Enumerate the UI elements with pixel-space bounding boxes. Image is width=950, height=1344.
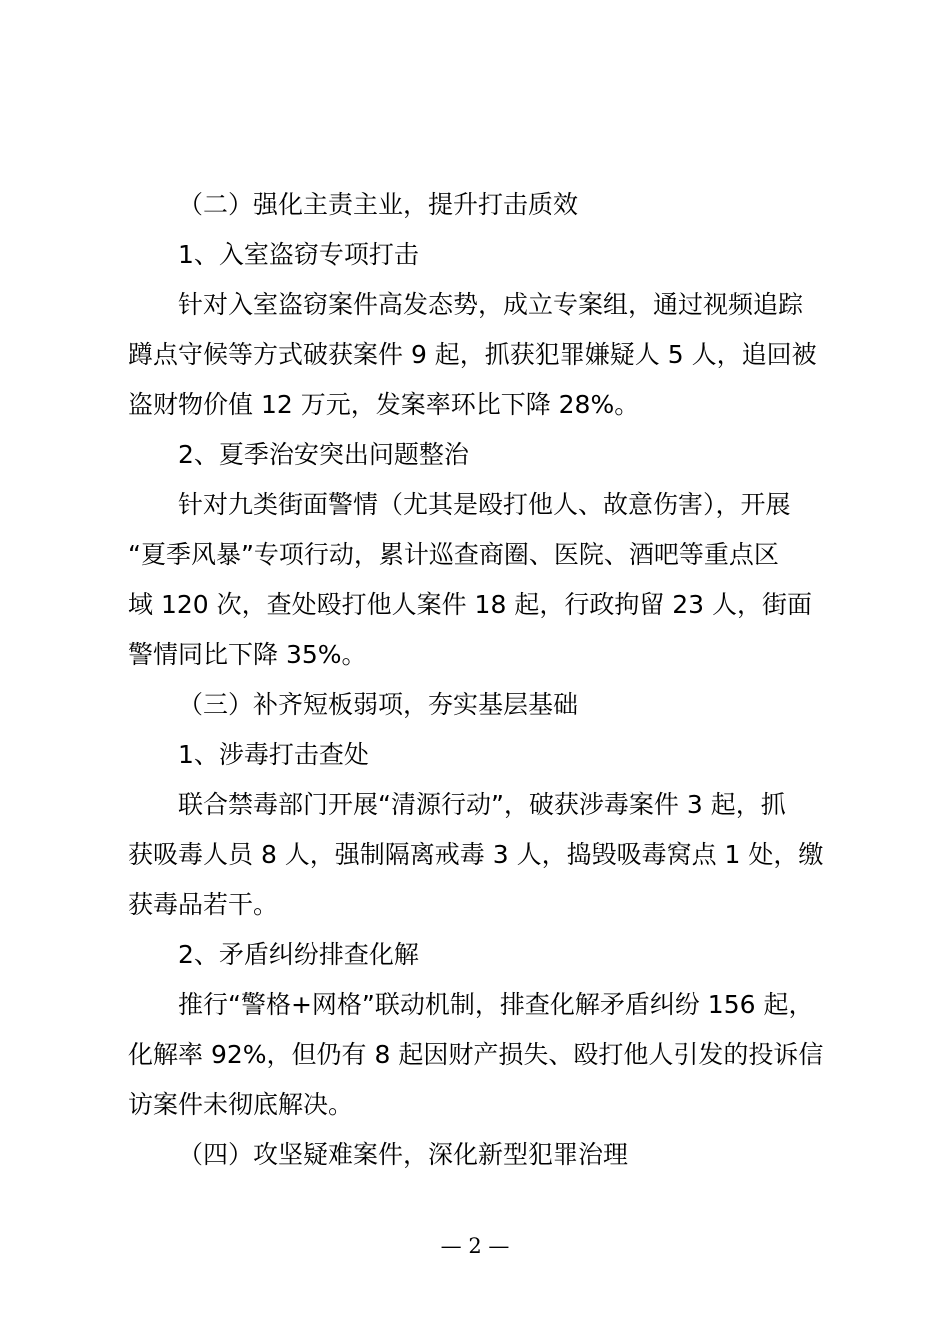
page-number: — 2 —	[440, 1234, 510, 1258]
section-heading-3: （三）补齐短板弱项，夯实基层基础	[178, 690, 579, 719]
paragraph-line: 针对九类街面警情（尤其是殴打他人、故意伤害），开展	[178, 490, 791, 519]
section-heading-4: （四）攻坚疑难案件，深化新型犯罪治理	[178, 1140, 629, 1169]
paragraph-line: 针对入室盗窃案件高发态势，成立专案组，通过视频追踪	[178, 290, 804, 319]
document-body	[128, 180, 834, 1180]
section-heading-2: （二）强化主责主业，提升打击质效	[178, 190, 579, 219]
paragraph-line: 推行“警格+网格”联动机制，排查化解矛盾纠纷 156 起，	[178, 990, 814, 1019]
subsection-heading-burglary: 1、入室盗窃专项打击	[178, 240, 419, 269]
paragraph-line: “夏季风暴”专项行动，累计巡查商圈、医院、酒吧等重点区	[128, 540, 779, 569]
paragraph-line: 警情同比下降 35%。	[128, 640, 367, 669]
subsection-heading-drugs: 1、涉毒打击查处	[178, 740, 369, 769]
paragraph-line: 域 120 次，查处殴打他人案件 18 起，行政拘留 23 人，街面	[128, 590, 813, 619]
paragraph-line: 化解率 92%，但仍有 8 起因财产损失、殴打他人引发的投诉信	[128, 1040, 824, 1069]
paragraph-line: 获吸毒人员 8 人，强制隔离戒毒 3 人，捣毁吸毒窝点 1 处，缴	[128, 840, 824, 869]
paragraph-line: 盗财物价值 12 万元，发案率环比下降 28%。	[128, 390, 640, 419]
paragraph-line: 联合禁毒部门开展“清源行动”，破获涉毒案件 3 起，抓	[178, 790, 786, 819]
paragraph-line: 获毒品若干。	[128, 890, 279, 919]
paragraph-line: 访案件未彻底解决。	[128, 1090, 354, 1119]
paragraph-line: 蹲点守候等方式破获案件 9 起，抓获犯罪嫌疑人 5 人，追回被	[128, 340, 817, 369]
subsection-heading-summer: 2、夏季治安突出问题整治	[178, 440, 469, 469]
subsection-heading-disputes: 2、矛盾纠纷排查化解	[178, 940, 419, 969]
